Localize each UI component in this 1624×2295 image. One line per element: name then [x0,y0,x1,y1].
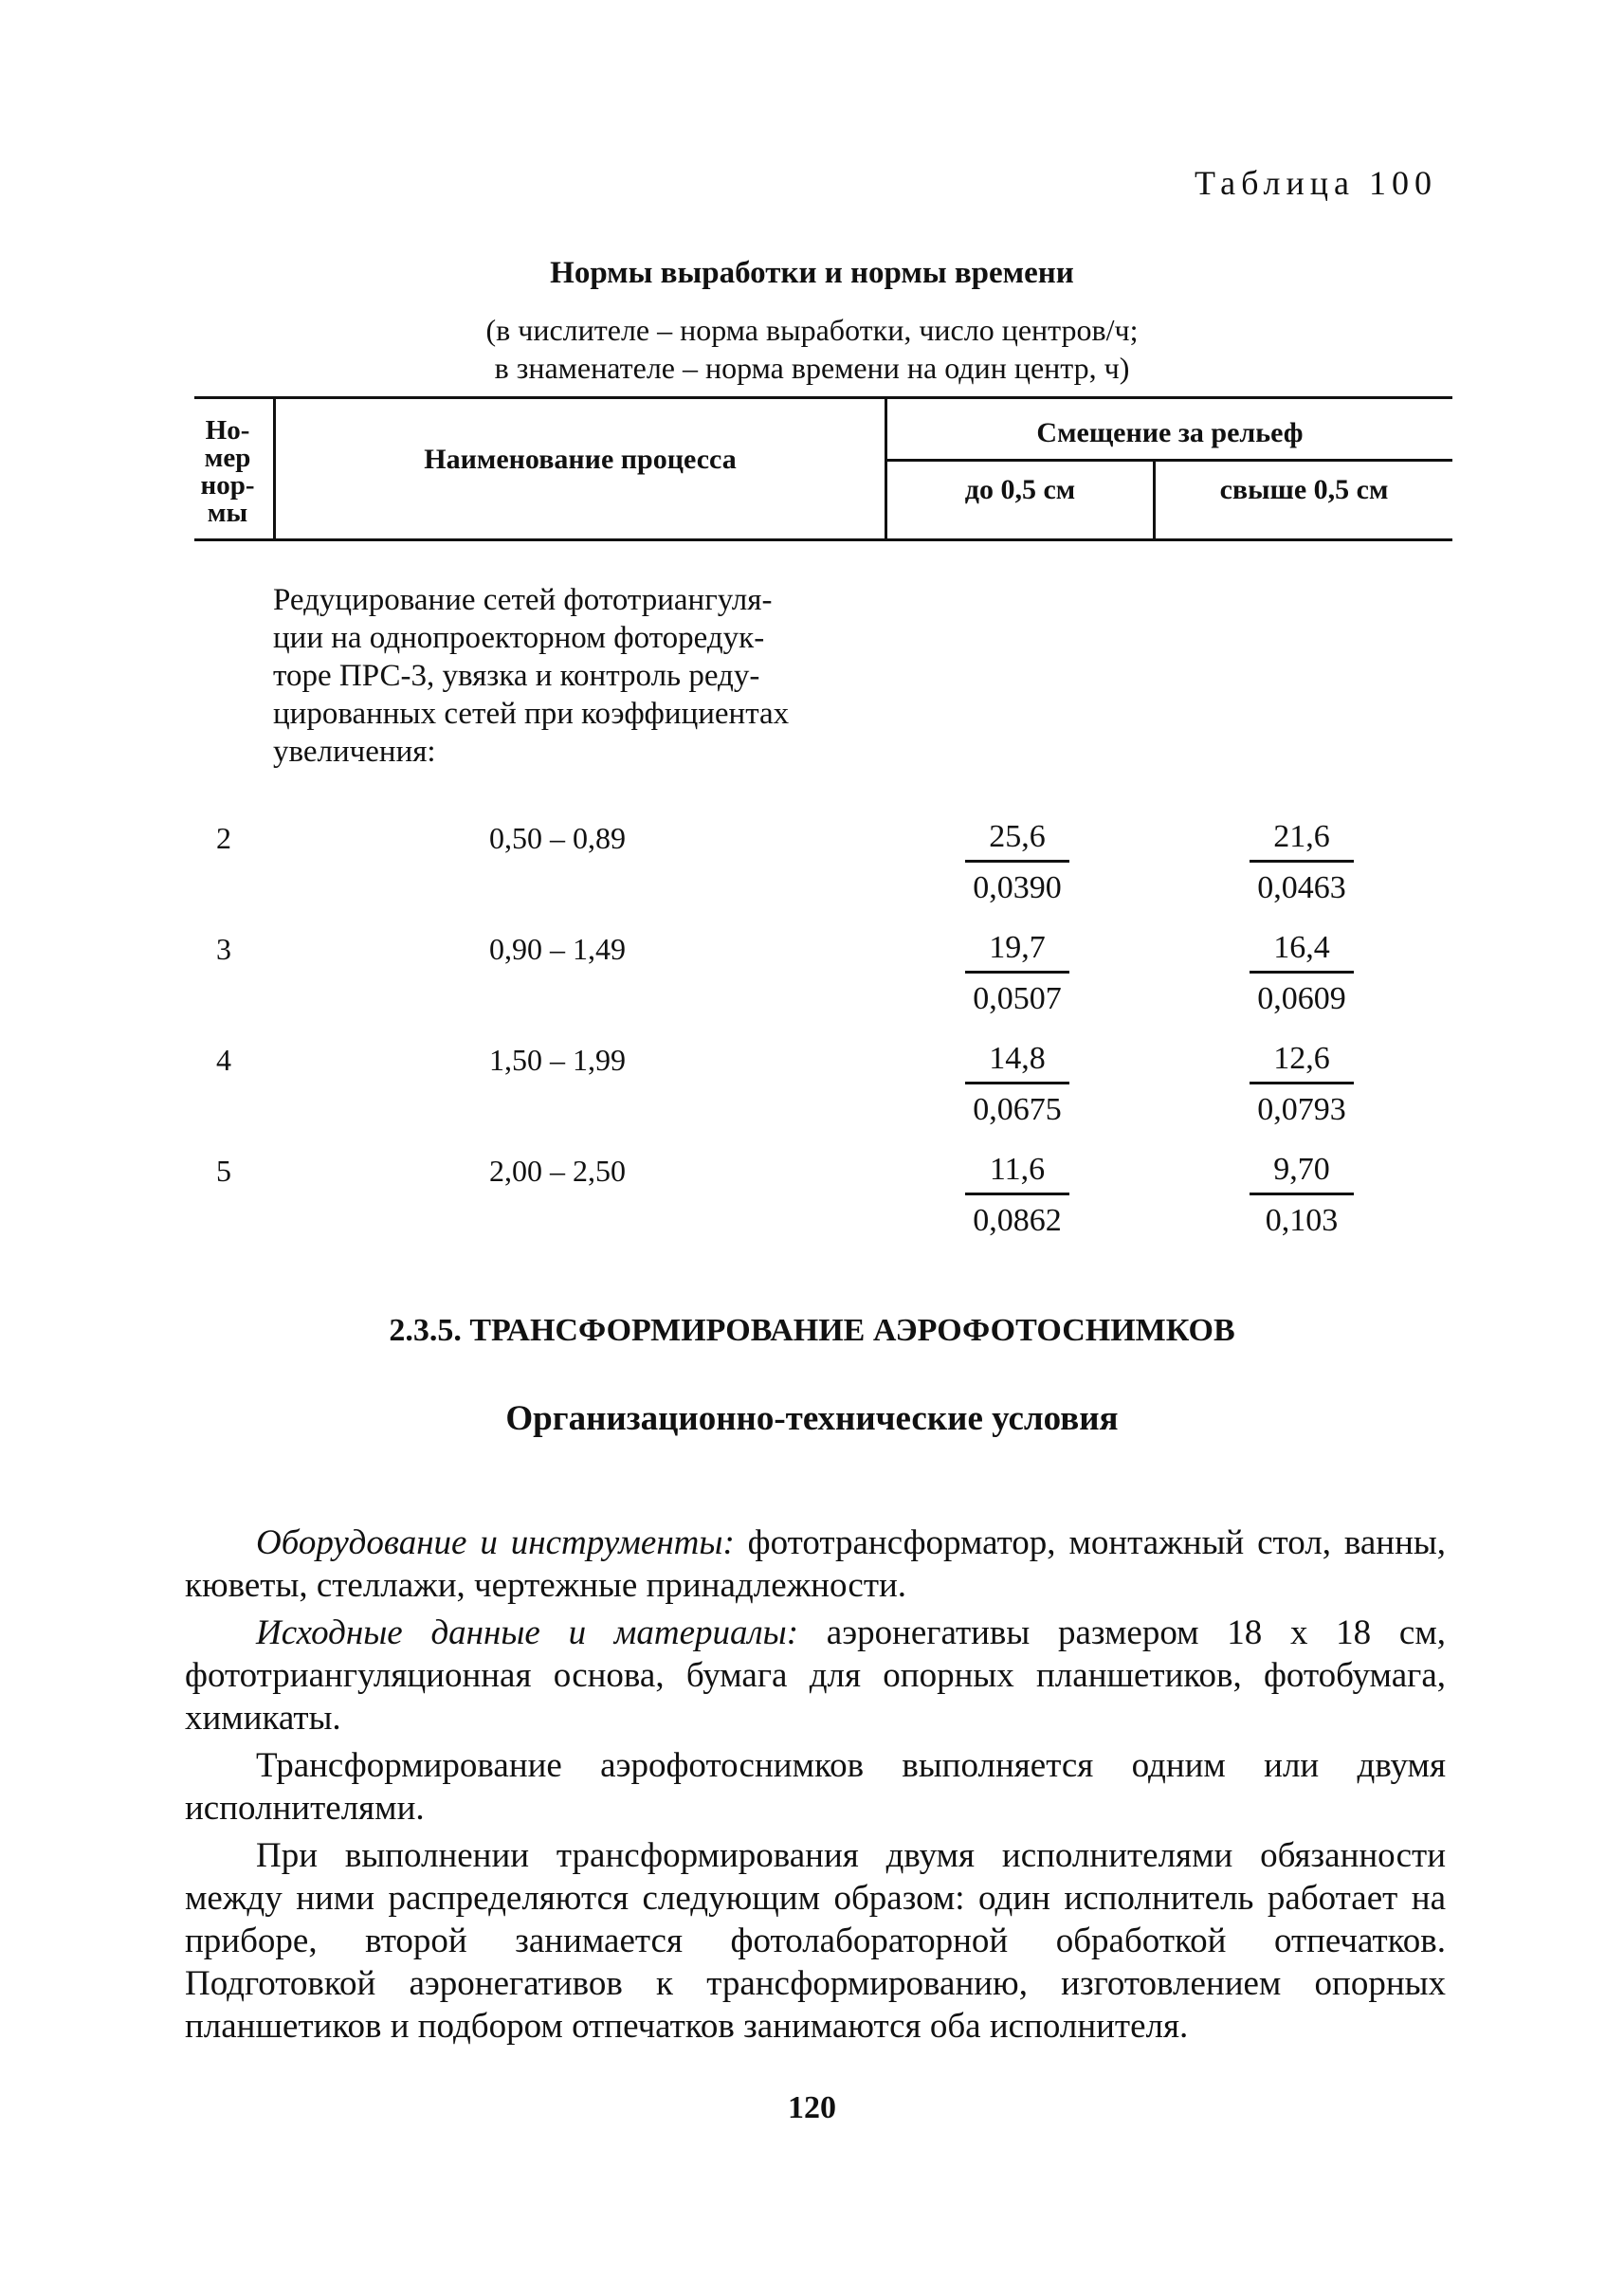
col-a-fraction-line [965,860,1069,863]
header-number-col: Но- мер нор- мы [200,415,255,528]
col-b-denominator: 0,0793 [1257,1092,1346,1127]
col-a-denominator: 0,0675 [973,1092,1062,1127]
col-b-fraction-line [1250,860,1354,863]
table-subtitle-line-2: в знаменателе – норма времени на один центр, ч) [494,351,1130,385]
col-b-denominator: 0,0463 [1257,870,1346,905]
paragraph-duties: При выполнении трансформирования двумя исполнителями обязанности между ними распределяются следующим образом: один исполнитель работает на приборе, второй занимается фотолабораторной обработкой отпечатков. Подготовкой аэронегативов к трансформированию, изготовлением опорных планшетиков и подбором отпечатков занимаются оба исполнителя. [185,1836,1446,2046]
table-header-bottom-rule [194,538,1452,541]
header-group: Смещение за рельеф [1036,417,1304,448]
equipment-text: фототрансформатор, монтажный стол, ванны, кюветы, стеллажи, чертежные принадлежности. [185,1523,1446,1605]
row-range: 0,90 – 1,49 [489,932,626,966]
col-a-fraction-line [965,971,1069,974]
col-a-numerator: 25,6 [989,819,1046,854]
col-a-denominator: 0,0507 [973,981,1062,1016]
header-col-a: до 0,5 см [964,474,1076,505]
materials-label: Исходные данные и материалы: [256,1613,799,1652]
col-a-numerator: 19,7 [989,930,1046,965]
table-title: Нормы выработки и нормы времени [550,256,1074,290]
col-b-fraction-line [1250,1082,1354,1084]
paragraph-materials [185,1612,1446,1739]
col-a-numerator: 11,6 [989,1152,1046,1187]
col-a-denominator: 0,0862 [973,1203,1062,1238]
row-range: 2,00 – 2,50 [489,1154,626,1188]
paragraph-equipment [185,1521,1446,1607]
section-heading: 2.3.5. ТРАНСФОРМИРОВАНИЕ АЭРОФОТОСНИМКОВ [389,1313,1235,1348]
col-b-numerator: 21,6 [1273,819,1330,854]
col-b-numerator: 12,6 [1273,1041,1330,1076]
col-a-fraction-line [965,1193,1069,1195]
col-a-fraction-line [965,1082,1069,1084]
table-label: Таблица 100 [1195,164,1437,202]
col-b-fraction-line [1250,1193,1354,1195]
header-process-col: Наименование процесса [424,444,737,475]
table-group-rule [885,459,1452,462]
table-subtitle-line-1: (в числителе – норма выработки, число центров/ч; [485,313,1139,347]
col-b-numerator: 16,4 [1273,930,1330,965]
row-range: 0,50 – 0,89 [489,821,626,855]
equipment-label: Оборудование и инструменты: [256,1523,735,1562]
table-top-rule [194,396,1452,399]
row-range: 1,50 – 1,99 [489,1043,626,1077]
col-b-numerator: 9,70 [1273,1152,1330,1187]
col-a-numerator: 14,8 [989,1041,1046,1076]
materials-text: аэронегативы размером 18 х 18 см, фототриангуляционная основа, бумага для опорных планшетиков, фотобумага, химикаты. [185,1613,1446,1738]
header-col-b: свыше 0,5 см [1219,474,1389,505]
row-number: 3 [216,932,231,966]
col-b-denominator: 0,0609 [1257,981,1346,1016]
process-description: Редуцирование сетей фототриангуля- ции на однопроекторном фоторедук- торе ПРС-3, увязка и контроль реду- цированных сетей при коэффициентах увеличения: [273,583,790,769]
col-b-fraction-line [1250,971,1354,974]
section-subheading: Организационно-технические условия [505,1399,1119,1438]
col-a-denominator: 0,0390 [973,870,1062,905]
paragraph-executors: Трансформирование аэрофотоснимков выполняется одним или двумя исполнителями. [185,1746,1446,1828]
row-number: 2 [216,821,231,855]
row-number: 4 [216,1043,231,1077]
row-number: 5 [216,1154,231,1188]
col-b-denominator: 0,103 [1265,1203,1339,1238]
page-number: 120 [788,2090,836,2125]
